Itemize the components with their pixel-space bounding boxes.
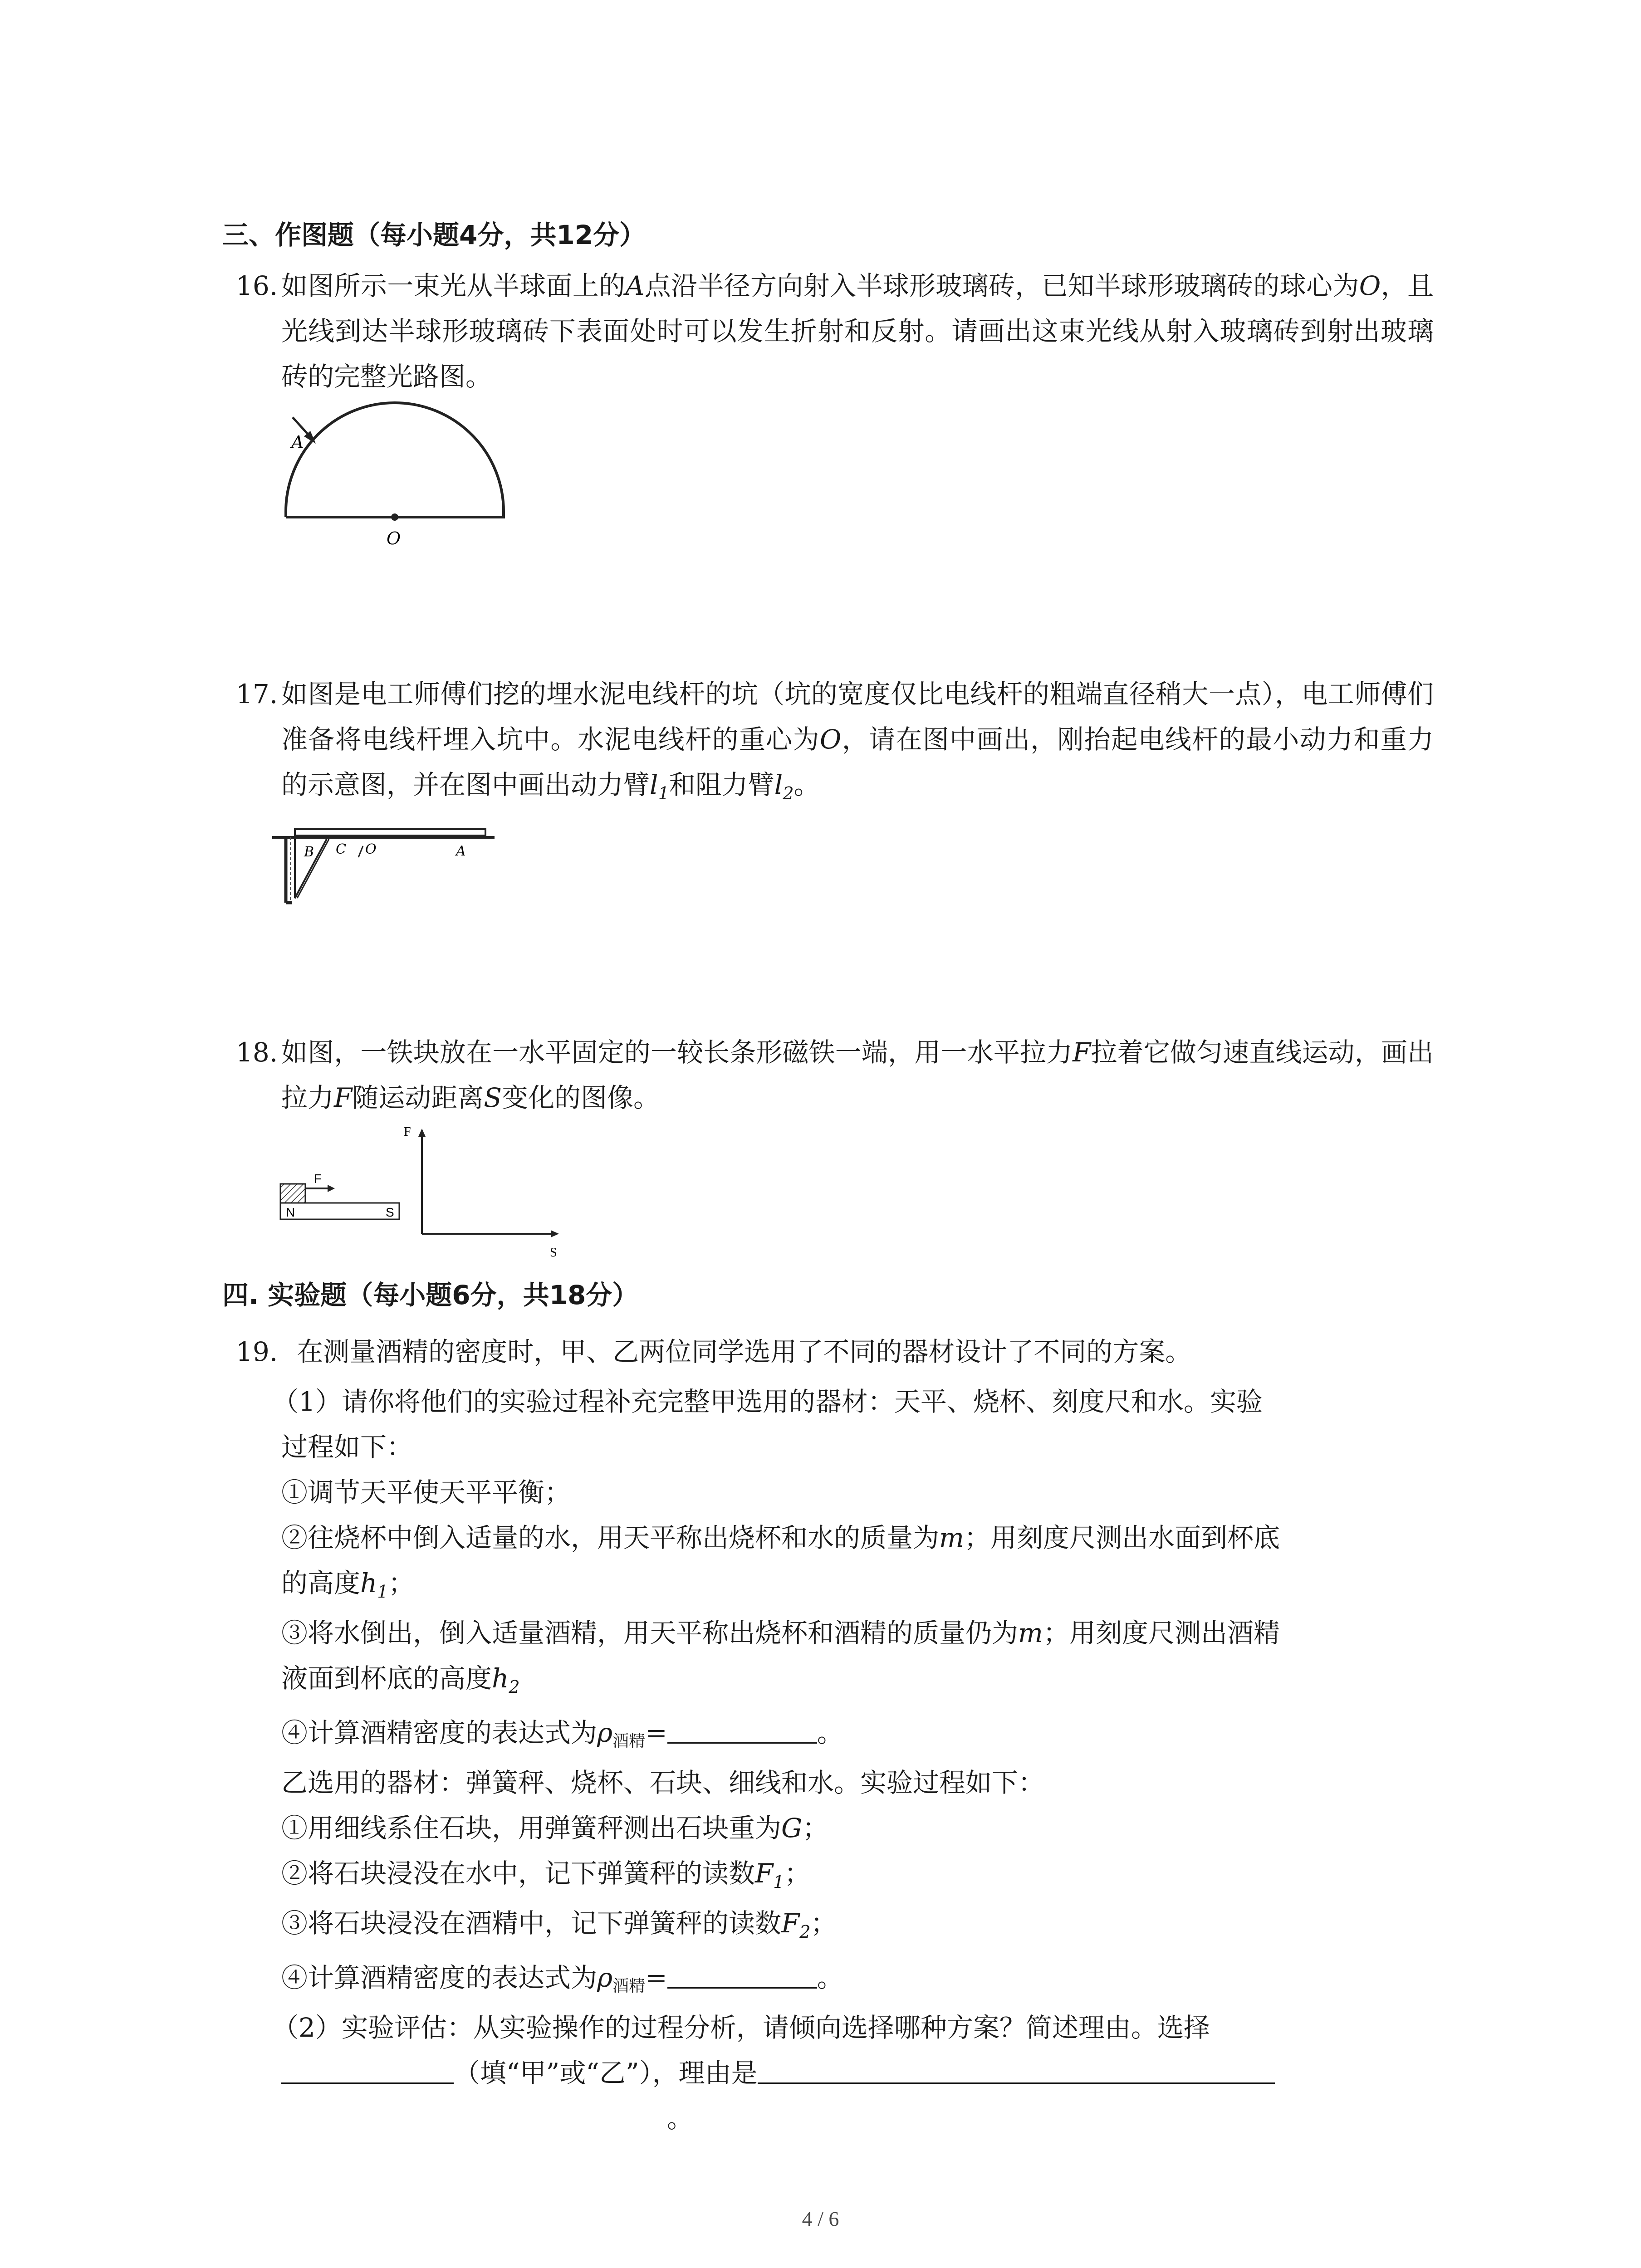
label-north: N — [286, 1205, 295, 1219]
step-jia-3-cont: 液面到杯底的高度$h_2$ — [281, 1663, 520, 1697]
label-o: O — [365, 841, 377, 857]
question-text: 如图所示一束光从半球面上的A点沿半径方向射入半球形玻璃砖，已知半球形玻璃砖的球心为O，且光线到达半球形玻璃砖下表面处时可以发生折射和反射。请画出这束光线从射入玻璃砖到射出玻璃砖的完整光路图。 — [281, 270, 1434, 392]
part2-line2: （填“甲”或“乙”），理由是 — [281, 2055, 1275, 2091]
pit-wall — [286, 837, 292, 903]
part1-line1: （1）请你将他们的实验过程补充完整甲选用的器材：天平、烧杯、刻度尺和水。实验 — [272, 1386, 1263, 1417]
label-c: C — [336, 841, 346, 857]
hemisphere-glass-figure — [272, 408, 526, 564]
question-number: 19. — [236, 1336, 278, 1367]
hemisphere-outline — [286, 403, 504, 517]
answer-blank-choice[interactable] — [281, 2055, 454, 2084]
step-jia-4: ④计算酒精密度的表达式为ρ酒精= 。 — [281, 1715, 843, 1760]
question-text: 如图，一铁块放在一水平固定的一较长条形磁铁一端，用一水平拉力F拉着它做匀速直线运动，画出拉力F随运动距离S变化的图像。 — [281, 1037, 1434, 1113]
section-three-title: 三、作图题（每小题4分，共12分） — [222, 220, 646, 250]
question-number: 18. — [236, 1037, 278, 1068]
step-yi-4: ④计算酒精密度的表达式为ρ酒精= 。 — [281, 1960, 843, 2004]
step-jia-2-cont: 的高度$h_1$； — [281, 1568, 415, 1602]
question-text: 如图是电工师傅们挖的埋水泥电线杆的坑（坑的宽度仅比电线杆的粗端直径稍大一点），电工师傅们准备将电线杆埋入坑中。水泥电线杆的重心为O，请在图中画出，刚抬起电线杆的最小动力和重力的示意图，并在图中画出动力臂$l_1$和阻力臂$l_2$。 — [281, 679, 1434, 803]
step-jia-3: ③将水倒出，倒入适量酒精，用天平称出烧杯和酒精的质量仍为m；用刻度尺测出酒精 — [281, 1618, 1280, 1648]
answer-blank-yi[interactable] — [667, 1960, 817, 1989]
iron-block — [280, 1184, 305, 1203]
label-a: A — [291, 432, 304, 452]
part2-end: 。 — [667, 2103, 694, 2134]
label-a: A — [456, 843, 466, 859]
yi-intro: 乙选用的器材：弹簧秤、烧杯、石块、细线和水。实验过程如下： — [281, 1767, 1045, 1798]
label-b: B — [304, 844, 314, 860]
page-number: 4 / 6 — [802, 2207, 839, 2230]
answer-blank-jia[interactable] — [667, 1715, 817, 1744]
pole-pit-figure — [272, 821, 499, 909]
pole — [295, 829, 485, 836]
label-o: O — [387, 528, 401, 548]
step-jia-1: ①调节天平使天平平衡； — [281, 1477, 571, 1508]
question-number: 16. — [236, 270, 278, 301]
question-number: 17. — [236, 679, 278, 709]
label-south: S — [386, 1205, 394, 1219]
step-yi-3: ③将石块浸没在酒精中，记下弹簧秤的读数$F_2$； — [281, 1908, 837, 1942]
question-16 — [236, 263, 1434, 399]
answer-blank-reason[interactable] — [758, 2055, 1275, 2084]
part2-line1: （2）实验评估：从实验操作的过程分析，请倾向选择哪种方案？简述理由。选择 — [272, 2012, 1210, 2043]
axis-label-f: F — [404, 1125, 411, 1139]
label-force: F — [314, 1172, 322, 1186]
magnet-force-figure — [272, 1125, 590, 1263]
section-four-title: 四. 实验题（每小题6分，共18分） — [222, 1280, 639, 1310]
center-point-o — [391, 513, 398, 521]
step-yi-2: ②将石块浸没在水中，记下弹簧秤的读数$F_1$； — [281, 1858, 811, 1892]
question-17 — [236, 671, 1434, 816]
bar-magnet — [280, 1203, 399, 1219]
step-yi-1: ①用细线系住石块，用弹簧秤测出石块重为G； — [281, 1813, 829, 1843]
axis-label-s: S — [550, 1246, 557, 1260]
question-19-intro: 19. 在测量酒精的密度时，甲、乙两位同学选用了不同的器材设计了不同的方案。 — [236, 1336, 1192, 1367]
step-jia-2: ②往烧杯中倒入适量的水，用天平称出烧杯和水的质量为m；用刻度尺测出水面到杯底 — [281, 1522, 1280, 1553]
question-18 — [236, 1030, 1434, 1120]
part1-line2: 过程如下： — [281, 1432, 413, 1462]
